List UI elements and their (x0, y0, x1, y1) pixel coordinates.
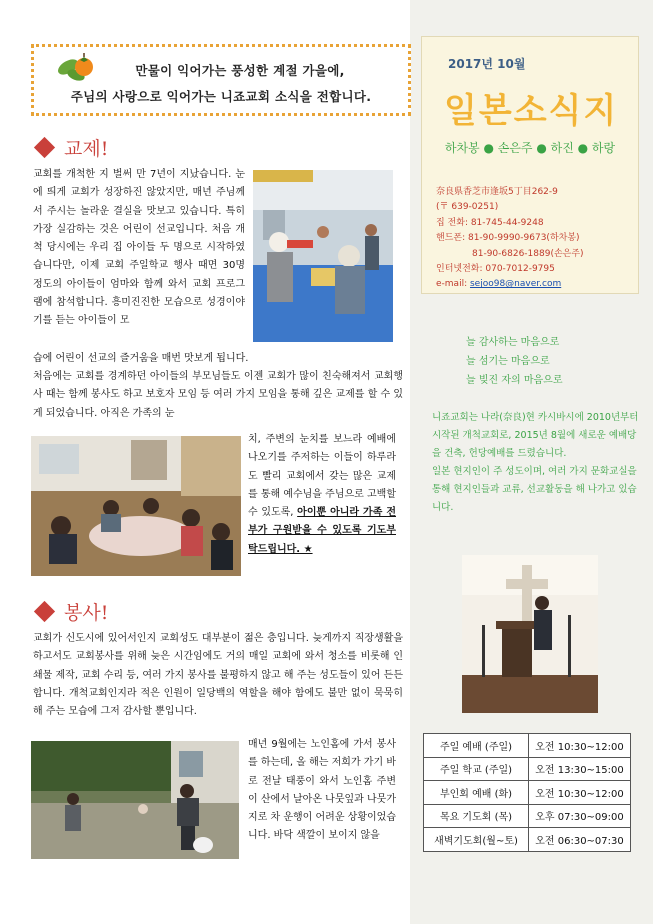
fellowship-meeting-photo (31, 436, 241, 576)
motto-item: 늘 섬기는 마음으로 (466, 356, 550, 367)
issue-date: 2017년 10월 (448, 57, 526, 71)
mobile-phone-1: 핸드폰: 81-90-9990-9673(하차봉) (436, 233, 580, 244)
service-name: 주일 예배 (주일) (424, 734, 529, 758)
table-row (424, 828, 631, 852)
church-description (432, 409, 640, 517)
service-name: 목요 기도회 (목) (424, 804, 529, 828)
table-row (424, 734, 631, 758)
church-description-1: 니죠교회는 나라(奈良)현 카시바시에 2010년부터 시작된 개척교회로, 2015년 8월에 새로운 예배당을 건축, 헌당예배를 드렸습니다. (432, 412, 639, 459)
contact-info (436, 185, 584, 293)
email-link[interactable]: sejoo98@naver.com (469, 279, 562, 290)
fellowship-paragraph-1-tail: 습에 어린이 선교의 즐거움을 매번 맛보게 됩니다. (33, 353, 249, 364)
service-time: 오후 07:30~09:00 (529, 804, 631, 828)
postal-code: (〒 639-0251) (436, 202, 499, 213)
intro-banner (31, 44, 411, 116)
address: 奈良県香芝市逢坂5丁目262-9 (436, 187, 558, 197)
service-time: 오전 10:30~12:00 (529, 781, 631, 805)
email-line (436, 277, 584, 292)
service-name: 부인회 예배 (화) (424, 781, 529, 805)
newsletter-info-box (421, 36, 639, 294)
service-name: 주일 학교 (주일) (424, 757, 529, 781)
email-label: e-mail: (436, 279, 468, 290)
mobile-phone-2: 81-90-6826-1889(손은주) (472, 248, 584, 259)
service-time: 오전 06:30~07:30 (529, 828, 631, 852)
motto-item: 늘 빚진 자의 마음으로 (466, 375, 563, 386)
banner-line-2: 주님의 사랑으로 익어가는 니죠교회 소식을 전합니다. (70, 89, 372, 104)
pastor-preaching-photo (462, 555, 598, 713)
motto-list (466, 333, 562, 390)
worship-schedule-table (423, 733, 631, 852)
service-time: 오전 10:30~12:00 (529, 734, 631, 758)
home-phone: 집 전화: 81-745-44-9248 (436, 217, 544, 228)
fellowship-paragraph-1: 교회를 개척한 지 벌써 만 7년이 지났습니다. 눈에 띄게 교회가 성장하진 않았지만, 매년 주님께서 주시는 놀라운 결실을 맛보고 있습니다. 특히 가장 실감하는 것은 어린이 선교입니다. 처음 개척 당시에는 우리 집 아이들 두 명으로 시작하였습니다만, 이제 교회 주일학교 행사 때면 30명 정도의 아이들이 엄마와 함께 와서 교회 프로그램에 참석합니다. 흥미진진한 모습으로 성경이야기를 듣는 아이들이 모 (33, 169, 245, 327)
service-name: 새벽기도회(월~토) (424, 828, 529, 852)
service-paragraph-1: 교회가 신도시에 있어서인지 교회성도 대부분이 젊은 층입니다. 늦게까지 직장생활을 하고서도 교회봉사를 위해 늦은 시간임에도 거의 매일 교회에 와서 청소를 비롯해 인쇄물 제작, 교회 수리 등, 여러 가지 봉사를 불평하지 않고 해 주는 성도들이 있어 든든합니다. 개척교회인지라 적은 인원이 일당백의 역할을 해야 함에도 불만 없이 묵묵히 해 주는 모습에 그저 감사할 뿐입니다. (33, 633, 403, 718)
diamond-bullet-icon (34, 601, 55, 622)
fellowship-heading (33, 134, 108, 161)
banner-line-1: 만물이 익어가는 풍성한 계절 가을에, (135, 63, 345, 78)
fellowship-paragraph-3 (248, 431, 396, 559)
service-paragraph-2: 매년 9월에는 노인홈에 가서 봉사를 하는데, 올 해는 저희가 가기 바로 전날 태풍이 와서 노인홈 주변이 산에서 날아온 나뭇잎과 나뭇가지로 차 운행이 어려운 상황이었습니다. 바닥 색깔이 보이지 않을 (248, 739, 396, 842)
diamond-bullet-icon (34, 137, 55, 158)
service-title: 봉사! (64, 602, 109, 624)
fellowship-paragraph-2: 처음에는 교회를 경계하던 아이들의 부모님들도 이젠 교회가 많이 친숙해져서 교회행사 때는 함께 봉사도 하고 보호자 모임 등 여러 가지 모임을 통해 깊은 교제를 할 수 있게 되었습니다. 아직은 가족의 눈 (33, 371, 403, 419)
internet-phone: 인터넷전화: 070-7012-9795 (436, 264, 555, 275)
volunteer-cleanup-photo (31, 741, 239, 859)
church-description-2: 일본 현지인이 주 성도이며, 여러 가지 문화교실을 통해 현지인들과 교류, 선교활동을 해 나가고 있습니다. (432, 466, 637, 513)
newsletter-title: 일본소식지 (444, 91, 619, 131)
family-names: 하차봉 ● 손은주 ● 하진 ● 하랑 (444, 141, 616, 155)
fellowship-title: 교제! (64, 138, 109, 160)
service-heading (33, 598, 108, 625)
service-time: 오전 13:30~15:00 (529, 757, 631, 781)
table-row (424, 804, 631, 828)
fellowship-paragraph-3-text: 치, 주변의 눈치를 보느라 예배에 나오기를 주저하는 이들이 하루라도 빨리 교회에서 갖는 많은 교제를 통해 예수님을 주님으로 고백할 수 있도록, (248, 434, 396, 519)
table-row (424, 757, 631, 781)
prayer-request-text: 아이뿐 아니라 가족 전부가 구원받을 수 있도록 기도부탁드립니다. ★ (248, 507, 396, 555)
motto-item: 늘 감사하는 마음으로 (466, 337, 560, 348)
table-row (424, 781, 631, 805)
children-pool-photo (253, 170, 393, 342)
